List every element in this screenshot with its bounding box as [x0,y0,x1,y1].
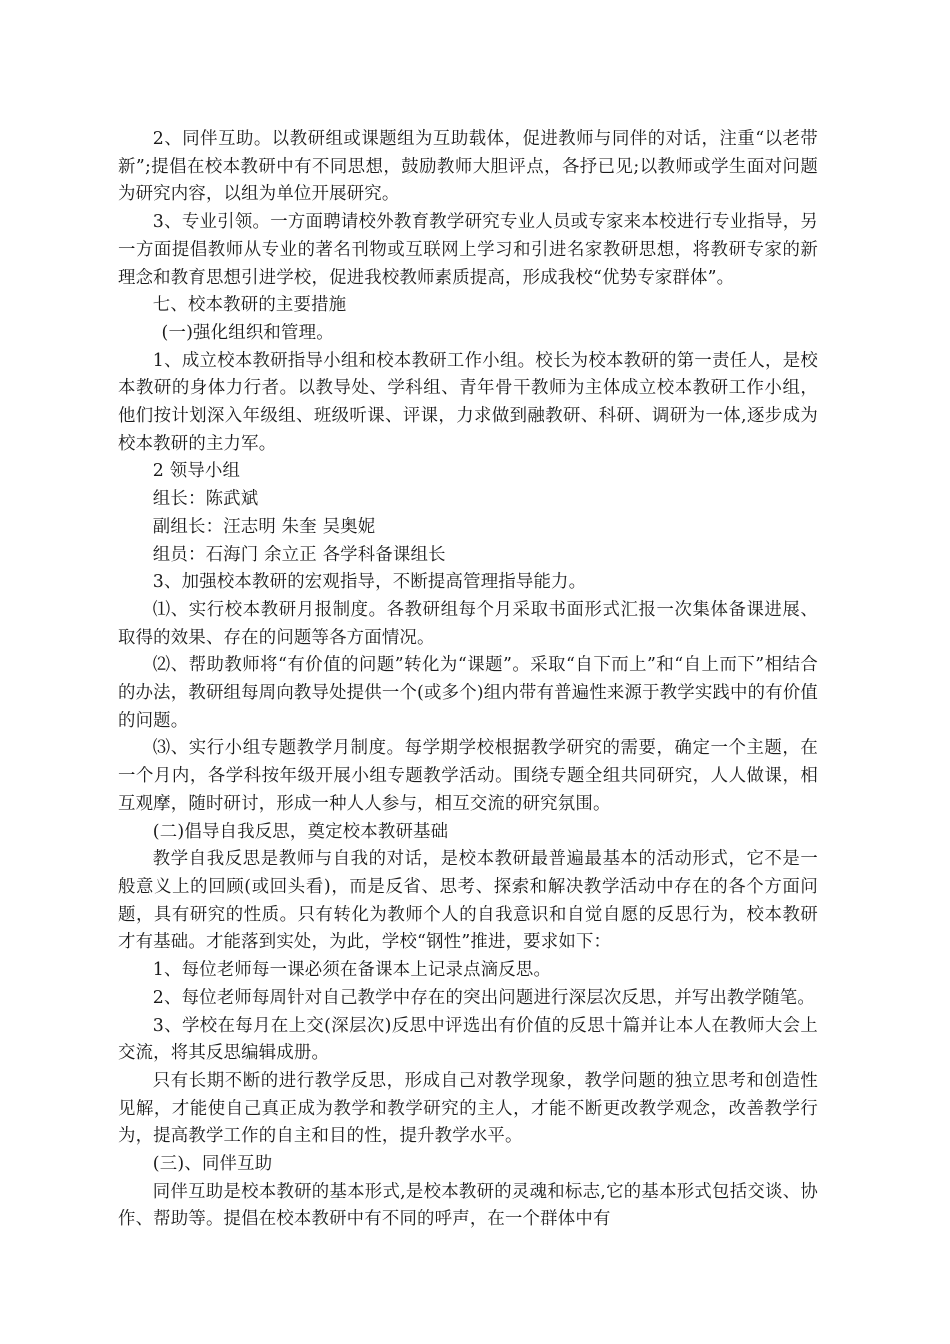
paragraph-group-leader: 组长：陈武斌 [152,489,259,510]
paragraph-group-members: 组员：石海门 余立正 各学科备课组长 [152,544,446,565]
paragraph-professional-guidance: 3、专业引领。一方面聘请校外教育教学研究专业人员或专家来本校进行专业指导，另一方面提倡教师从专业的著名刊物或互联网上学习和引进名家教研思想，将教研专家的新理念和教育思想引进学校，促进我校教师素质提高，形成我校“优势专家群体”。 [118,212,818,288]
paragraph-requirement-3: 3、学校在每月在上交(深层次)反思中评选出有价值的反思十篇并让本人在教师大会上交流，将其反思编辑成册。 [118,1015,818,1064]
section-heading-measures: 七、校本教研的主要措施 [152,295,347,316]
paragraph-macro-guidance: 3、加强校本教研的宏观指导，不断提高管理指导能力。 [152,572,587,593]
paragraph-requirement-2: 2、每位老师每周针对自己教学中存在的突出问题进行深层次反思，并写出教学随笔。 [152,987,815,1008]
paragraph-deputy-leaders: 副组长：汪志明 朱奎 吴奥妮 [152,516,376,537]
paragraph-peer-assistance: 2、同伴互助。以教研组或课题组为互助载体，促进教师与同伴的对话，注重“以老带新”;提倡在校本教研中有不同思想，鼓励教师大胆评点，各抒已见;以教师或学生面对问题为研究内容，以组为单位开展研究。 [118,129,818,205]
document-body [118,126,818,1234]
paragraph-valuable-questions: ⑵、帮助教师将“有价值的问题”转化为“课题”。采取“自下而上”和“自上而下”相结合的办法，教研组每周向教导处提供一个(或多个)组内带有普遍性来源于教学实践中的有价值的问题。 [118,655,819,731]
subheading-organization: (一)强化组织和管理。 [161,322,334,343]
paragraph-topic-month: ⑶、实行小组专题教学月制度。每学期学校根据教学研究的需要，确定一个主题，在一个月内，各学科按年级开展小组专题教学活动。围绕专题全组共同研究，人人做课，相互观摩，随时研讨，形成一种人人参与，相互交流的研究氛围。 [118,738,818,814]
paragraph-leading-group: 2 领导小组 [152,461,241,482]
subheading-peer-assistance: (三)、同伴互助 [152,1154,273,1175]
paragraph-establish-groups: 1、成立校本教研指导小组和校本教研工作小组。校长为校本教研的第一责任人，是校本教研的身体力行者。以教导处、学科组、青年骨干教师为主体成立校本教研工作小组，他们按计划深入年级组、班级听课、评课，力求做到融教研、科研、调研为一体,逐步成为校本教研的主力军。 [118,350,818,454]
paragraph-peer-assistance-form: 同伴互助是校本教研的基本形式,是校本教研的灵魂和标志,它的基本形式包括交谈、协作、帮助等。提倡在校本教研中有不同的呼声，在一个群体中有 [118,1181,818,1230]
paragraph-self-reflection: 教学自我反思是教师与自我的对话，是校本教研最普遍最基本的活动形式，它不是一般意义上的回顾(或回头看)，而是反省、思考、探索和解决教学活动中存在的各个方面问题，具有研究的性质。只有转化为教师个人的自我意识和自觉自愿的反思行为，校本教研才有基础。才能落到实处，为此，学校“钢性”推进，要求如下： [118,849,818,953]
paragraph-requirement-1: 1、每位老师每一课必须在备课本上记录点滴反思。 [152,960,552,981]
subheading-self-reflection: (二)倡导自我反思，奠定校本教研基础 [152,821,449,842]
paragraph-long-term-reflection: 只有长期不断的进行教学反思，形成自己对教学现象，教学问题的独立思考和创造性见解，才能使自己真正成为教学和教学研究的主人，才能不断更改教学观念，改善教学行为，提高教学工作的自主和目的性，提升教学水平。 [118,1070,818,1147]
paragraph-monthly-report: ⑴、实行校本教研月报制度。各教研组每个月采取书面形式汇报一次集体备课进展、取得的效果、存在的问题等各方面情况。 [118,599,818,648]
